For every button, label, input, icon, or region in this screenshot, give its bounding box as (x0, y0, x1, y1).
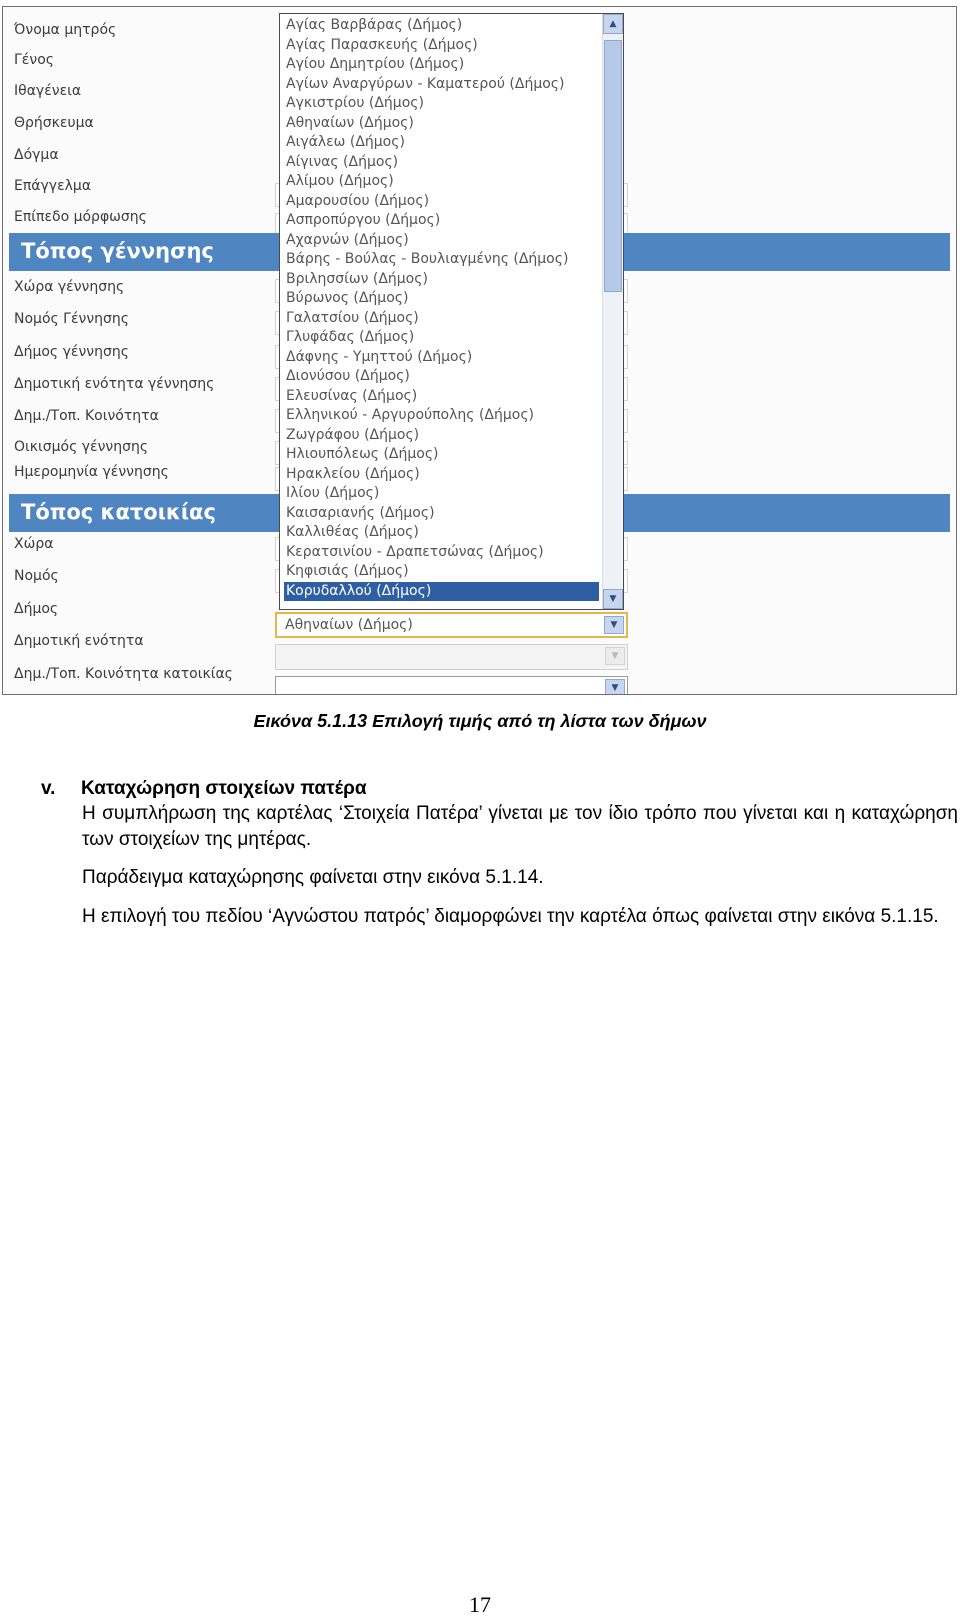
dropdown-option[interactable]: Αλίμου (Δήμος) (286, 173, 394, 189)
dropdown-option[interactable]: Αιγάλεω (Δήμος) (286, 134, 405, 150)
dropdown-option[interactable]: Αχαρνών (Δήμος) (286, 231, 409, 248)
scroll-thumb[interactable] (604, 40, 622, 292)
chevron-down-icon[interactable]: ▼ (605, 647, 625, 665)
dropdown-option[interactable]: Ζωγράφου (Δήμος) (286, 426, 420, 443)
dropdown-option[interactable]: Ηρακλείου (Δήμος) (286, 465, 420, 482)
label-residence-community: Δημ./Τοπ. Κοινότητα κατοικίας (14, 666, 233, 682)
dropdown-option[interactable]: Ελληνικού - Αργυρούπολης (Δήμος) (286, 407, 535, 423)
label-religion: Θρήσκευμα (14, 115, 94, 131)
municipal-unit-select[interactable] (275, 644, 628, 670)
label-community: Δημ./Τοπ. Κοινότητα (14, 408, 159, 424)
dropdown-option[interactable]: Γλυφάδας (Δήμος) (286, 329, 415, 345)
municipality-select-value: Αθηναίων (Δήμος) (285, 617, 413, 633)
dropdown-option[interactable]: Κηφισιάς (Δήμος) (286, 563, 409, 579)
dropdown-option[interactable]: Καλλιθέας (Δήμος) (286, 524, 419, 540)
dropdown-option[interactable]: Ιλίου (Δήμος) (286, 485, 380, 501)
dropdown-option-highlighted[interactable]: Κορυδαλλού (Δήμος) (284, 582, 599, 601)
label-genos: Γένος (14, 52, 54, 68)
municipality-dropdown-list[interactable] (279, 13, 624, 610)
dropdown-option[interactable]: Αθηναίων (Δήμος) (286, 114, 414, 131)
label-birth-settlement: Οικισμός γέννησης (14, 439, 149, 455)
label-birth-country: Χώρα γέννησης (14, 279, 125, 295)
dropdown-option[interactable]: Καισαριανής (Δήμος) (286, 504, 435, 521)
community-select[interactable] (275, 676, 628, 695)
dropdown-option[interactable]: Ηλιουπόλεως (Δήμος) (286, 446, 439, 462)
section-title-residence: Τόπος κατοικίας (21, 500, 216, 524)
dropdown-option[interactable]: Γαλατσίου (Δήμος) (286, 309, 419, 326)
figure-caption: Εικόνα 5.1.13 Επιλογή τιμής από τη λίστα των δήμων (253, 711, 707, 731)
label-country: Χώρα (14, 536, 54, 552)
scroll-up-icon[interactable]: ▲ (603, 14, 623, 34)
form-screenshot (2, 6, 957, 695)
label-prefecture: Νομός (14, 568, 59, 584)
dropdown-scrollbar[interactable] (602, 14, 623, 609)
paragraph-2: Παράδειγμα καταχώρησης φαίνεται στην εικόνα 5.1.14. (82, 867, 544, 888)
label-occupation: Επάγγελμα (14, 178, 92, 194)
chevron-down-icon[interactable]: ▼ (605, 679, 625, 695)
label-birth-date: Ημερομηνία γέννησης (14, 464, 169, 480)
dropdown-option[interactable]: Ασπροπύργου (Δήμος) (286, 212, 441, 228)
dropdown-option[interactable]: Αγκιστρίου (Δήμος) (286, 95, 424, 111)
scroll-down-icon[interactable]: ▼ (603, 589, 623, 609)
label-nationality: Ιθαγένεια (14, 83, 82, 99)
dropdown-option[interactable]: Αμαρουσίου (Δήμος) (286, 192, 430, 209)
section-number: v. (41, 778, 56, 799)
dropdown-option[interactable]: Ελευσίνας (Δήμος) (286, 387, 418, 404)
label-mother-name: Όνομα μητρός (14, 22, 117, 38)
dropdown-option[interactable]: Αίγινας (Δήμος) (286, 153, 399, 170)
paragraph-3: Η επιλογή του πεδίου ‘Αγνώστου πατρός’ διαμορφώνει την καρτέλα όπως φαίνεται στην εικόνα 5.1.15. (82, 906, 939, 927)
label-education: Επίπεδο μόρφωσης (14, 209, 147, 225)
municipality-select[interactable] (275, 612, 628, 638)
dropdown-option[interactable]: Αγίου Δημητρίου (Δήμος) (286, 56, 465, 72)
section-title: Καταχώρηση στοιχείων πατέρα (81, 778, 367, 799)
section-heading (41, 778, 367, 800)
page-number: 17 (469, 1592, 491, 1617)
label-birth-prefecture: Νομός Γέννησης (14, 311, 130, 327)
dropdown-option[interactable]: Βάρης - Βούλας - Βουλιαγμένης (Δήμος) (286, 251, 569, 267)
dropdown-option[interactable]: Κερατσινίου - Δραπετσώνας (Δήμος) (286, 543, 544, 560)
chevron-down-icon[interactable]: ▼ (604, 616, 624, 634)
dropdown-option[interactable]: Βριλησσίων (Δήμος) (286, 270, 428, 287)
dropdown-option[interactable]: Αγίας Παρασκευής (Δήμος) (286, 36, 478, 53)
dropdown-option[interactable]: Αγίας Βαρβάρας (Δήμος) (286, 17, 463, 33)
label-dogma: Δόγμα (14, 147, 59, 163)
dropdown-option[interactable]: Αγίων Αναργύρων - Καματερού (Δήμος) (286, 75, 565, 92)
label-municipality: Δήμος (14, 601, 59, 617)
label-municipal-unit: Δημοτική ενότητα (14, 633, 144, 649)
dropdown-option[interactable]: Βύρωνος (Δήμος) (286, 290, 409, 306)
label-birth-municipality: Δήμος γέννησης (14, 344, 129, 360)
dropdown-option[interactable]: Δάφνης - Υμηττού (Δήμος) (286, 348, 473, 365)
dropdown-option[interactable]: Διονύσου (Δήμος) (286, 368, 410, 384)
section-title-birth: Τόπος γέννησης (21, 239, 214, 263)
paragraph-1: Η συμπλήρωση της καρτέλας ‘Στοιχεία Πατέρα’ γίνεται με τον ίδιο τρόπο που γίνεται και η καταχώρηση των στοιχείων της μητέρας. (82, 803, 958, 850)
label-birth-unit: Δημοτική ενότητα γέννησης (14, 376, 215, 392)
